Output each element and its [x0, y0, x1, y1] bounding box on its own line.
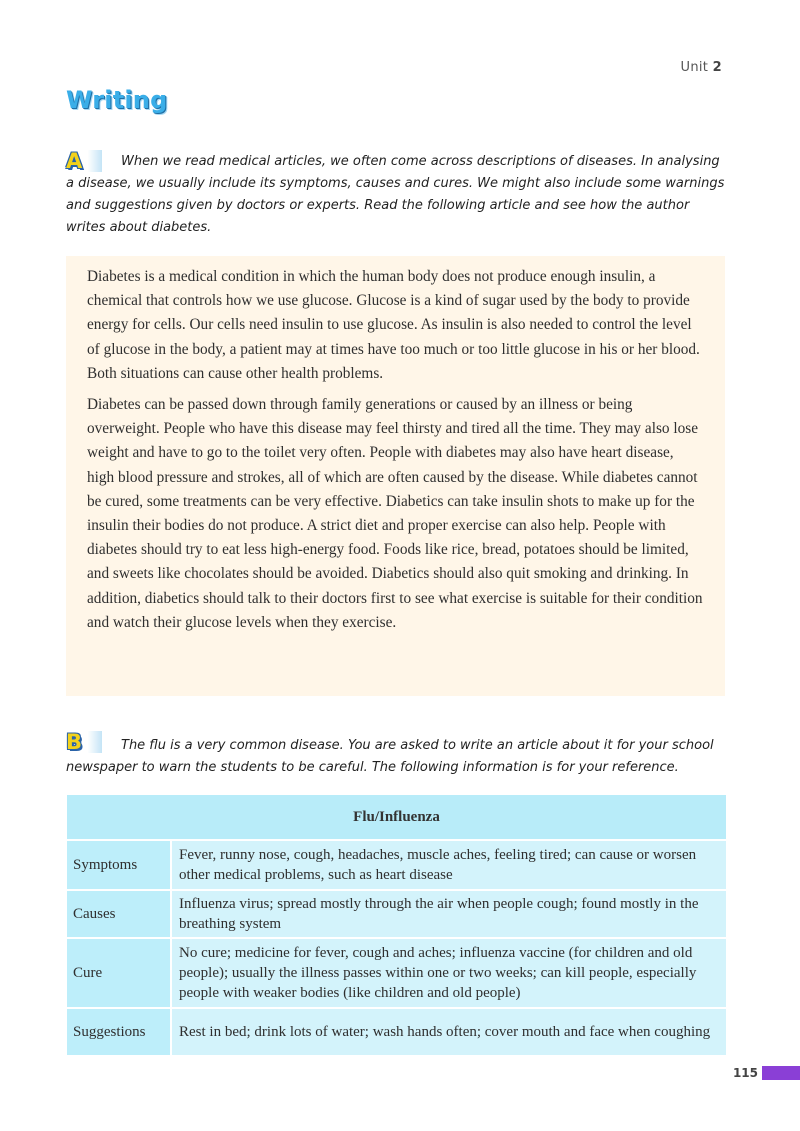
row-label-suggestions: Suggestions [67, 1008, 171, 1056]
row-label-symptoms: Symptoms [67, 840, 171, 890]
page-number: 115 [732, 1066, 758, 1080]
unit-number: 2 [712, 60, 722, 75]
row-label-causes: Causes [67, 890, 171, 938]
article-paragraph-2: Diabetes can be passed down through family generations or caused by an illness or being overweight. People who have this disease may feel thirsty and tired all the time. They may also lose weight and have to go to the toilet very often. People with diabetes may also have heart disease, high blood pressure and strokes, all of which are often caused by the disease. While diabetes cannot be cured, some treatments can be very effective. Diabetics can take insulin shots to make up for the insulin their bodies do not produce. A strict diet and proper exercise can also help. People with diabetes should try to eat less high-energy food. Foods like rice, bread, potatoes should be limited, and sweets like chocolates should be avoided. Diabetics should also quit smoking and drinking. In addition, diabetics should talk to their doctors first to see what exercise is suitable for their condition and watch their glucose levels when they exercise. [87, 396, 703, 631]
part-b-badge: B [66, 731, 102, 753]
flu-table-title: Flu/Influenza [67, 795, 726, 840]
part-b-instruction: The flu is a very common disease. You are asked to write an article about it for your school newspaper to warn the students to be careful. The following information is for your reference. [66, 738, 714, 775]
article-paragraph-1: Diabetes is a medical condition in which the human body does not produce enough insulin, a chemical that controls how we use glucose. Glucose is a kind of sugar used by the body to provide energy for cells. Our cells need insulin to use glucose. As insulin is also needed to control the level of glucose in the body, a patient may at times have too much or too little glucose in his or her blood. Both situations can cause other health problems. [87, 268, 700, 382]
part-a-instruction: When we read medical articles, we often come across descriptions of diseases. In analysing a disease, we usually include its symptoms, causes and cures. We might also include some warnings and suggestions given by doctors or experts. Read the following article and see how the author writes about diabetes. [66, 154, 725, 235]
table-row-cure [67, 938, 726, 1008]
unit-word: Unit [680, 60, 709, 75]
row-value-suggestions: Rest in bed; drink lots of water; wash hands often; cover mouth and face when coughing [171, 1008, 726, 1056]
diabetes-article [66, 256, 725, 696]
table-row-suggestions [67, 1008, 726, 1056]
page-accent-bar [762, 1066, 800, 1080]
flu-info-table [67, 795, 726, 1057]
table-row-symptoms [67, 840, 726, 890]
unit-label [681, 60, 722, 75]
row-value-symptoms: Fever, runny nose, cough, headaches, muscle aches, feeling tired; can cause or worsen other medical problems, such as heart disease [171, 840, 726, 890]
row-value-cure: No cure; medicine for fever, cough and aches; influenza vaccine (for children and old people); usually the illness passes within one or two weeks; can kill people, especially people with weaker bodies (like children and old people) [171, 938, 726, 1008]
section-title: Writing [66, 86, 168, 114]
table-row-causes [67, 890, 726, 938]
row-label-cure: Cure [67, 938, 171, 1008]
row-value-causes: Influenza virus; spread mostly through the air when people cough; found mostly in the breathing system [171, 890, 726, 938]
part-a-badge: A [66, 150, 102, 172]
